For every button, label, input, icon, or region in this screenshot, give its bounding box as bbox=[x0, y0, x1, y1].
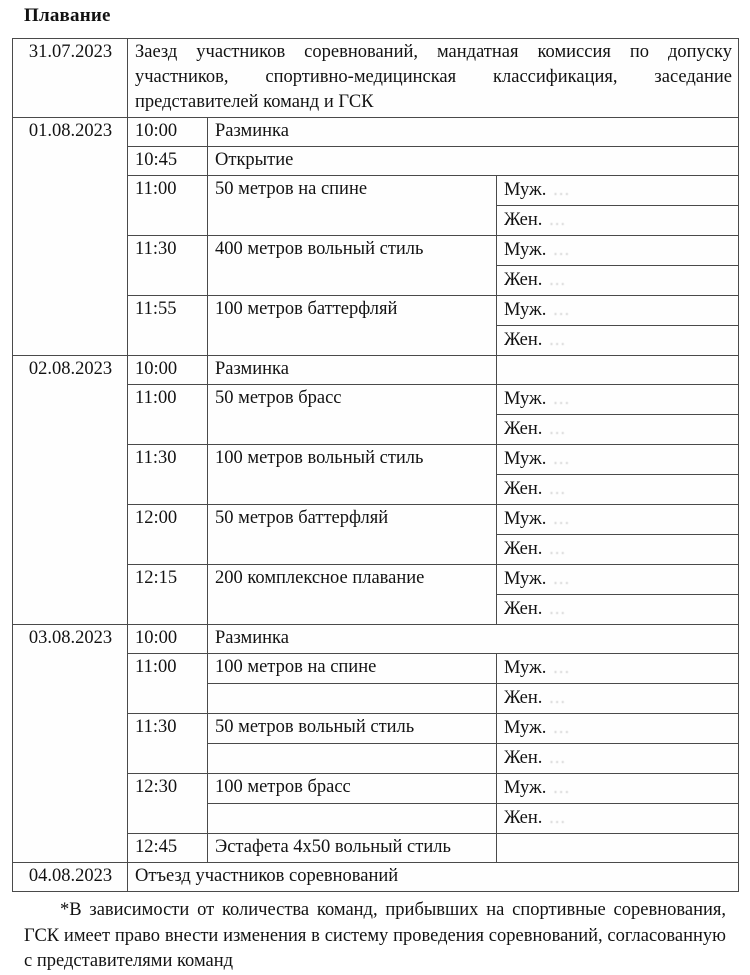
illegible-class-text: ... bbox=[549, 808, 567, 827]
cell-discipline-day3-event-1: 100 метров вольный стиль bbox=[208, 445, 497, 505]
illegible-class-text: ... bbox=[549, 330, 567, 349]
illegible-class-text: ... bbox=[549, 748, 567, 767]
document-page bbox=[0, 3, 750, 971]
gender-label: Муж. bbox=[504, 509, 547, 529]
cell-time-day3-event-1: 11:30 bbox=[128, 445, 208, 505]
cell-gender-women bbox=[497, 326, 739, 356]
illegible-class-text: ... bbox=[553, 658, 571, 677]
cell-discipline-day4-event-2: 100 метров брасс bbox=[208, 774, 497, 804]
cell-discipline-day3-event-0: 50 метров брасс bbox=[208, 385, 497, 445]
cell-discipline-day2-event-2: 100 метров баттерфляй bbox=[208, 296, 497, 356]
gender-label: Жен. bbox=[504, 210, 543, 230]
cell-time-warmup-day3: 10:00 bbox=[128, 356, 208, 385]
cell-discipline-day4-event-1: 50 метров вольный стиль bbox=[208, 714, 497, 744]
illegible-class-text: ... bbox=[553, 569, 571, 588]
table-row bbox=[13, 863, 739, 892]
illegible-class-text: ... bbox=[553, 718, 571, 737]
cell-gender-women bbox=[497, 684, 739, 714]
gender-label: Муж. bbox=[504, 658, 547, 678]
table-row bbox=[13, 118, 739, 147]
cell-time-day3-event-2: 12:00 bbox=[128, 505, 208, 565]
cell-gender-women bbox=[497, 744, 739, 774]
cell-discipline-day3-event-2: 50 метров баттерфляй bbox=[208, 505, 497, 565]
cell-gender-men bbox=[497, 445, 739, 475]
cell-discipline-empty bbox=[208, 684, 497, 714]
cell-discipline-day2-event-1: 400 метров вольный стиль bbox=[208, 236, 497, 296]
gender-label: Жен. bbox=[504, 330, 543, 350]
cell-gender-men bbox=[497, 176, 739, 206]
cell-date-day1: 31.07.2023 bbox=[13, 39, 128, 118]
cell-discipline-warmup-day3: Разминка bbox=[208, 356, 497, 385]
cell-date-day4: 03.08.2023 bbox=[13, 625, 128, 863]
cell-gender-men bbox=[497, 774, 739, 804]
gender-label: Жен. bbox=[504, 479, 543, 499]
gender-label: Муж. bbox=[504, 569, 547, 589]
gender-label: Муж. bbox=[504, 718, 547, 738]
cell-time-relay-day4: 12:45 bbox=[128, 834, 208, 863]
cell-gender-men bbox=[497, 505, 739, 535]
cell-gender-men bbox=[497, 565, 739, 595]
cell-time-day3-event-3: 12:15 bbox=[128, 565, 208, 625]
cell-date-day5: 04.08.2023 bbox=[13, 863, 128, 892]
cell-gender-women bbox=[497, 535, 739, 565]
illegible-class-text: ... bbox=[549, 419, 567, 438]
illegible-class-text: ... bbox=[553, 389, 571, 408]
cell-gender-women bbox=[497, 266, 739, 296]
cell-time-day4-event-0: 11:00 bbox=[128, 654, 208, 714]
cell-gender-women bbox=[497, 206, 739, 236]
gender-label: Муж. bbox=[504, 778, 547, 798]
cell-time-day4-event-1: 11:30 bbox=[128, 714, 208, 774]
cell-gender-men bbox=[497, 714, 739, 744]
cell-gender-women bbox=[497, 595, 739, 625]
illegible-class-text: ... bbox=[553, 778, 571, 797]
table-row bbox=[13, 39, 739, 118]
gender-label: Жен. bbox=[504, 270, 543, 290]
illegible-class-text: ... bbox=[549, 599, 567, 618]
cell-gender-women bbox=[497, 415, 739, 445]
gender-label: Жен. bbox=[504, 808, 543, 828]
gender-label: Жен. bbox=[504, 539, 543, 559]
gender-label: Муж. bbox=[504, 240, 547, 260]
cell-discipline-day4-event-0: 100 метров на спине bbox=[208, 654, 497, 684]
cell-gender-men bbox=[497, 236, 739, 266]
illegible-class-text: ... bbox=[549, 688, 567, 707]
illegible-class-text: ... bbox=[549, 270, 567, 289]
illegible-class-text: ... bbox=[553, 180, 571, 199]
illegible-class-text: ... bbox=[549, 539, 567, 558]
cell-gender-men bbox=[497, 654, 739, 684]
illegible-class-text: ... bbox=[553, 240, 571, 259]
competition-schedule-table bbox=[12, 38, 739, 892]
cell-discipline-opening-day2: Открытие bbox=[208, 147, 739, 176]
cell-date-day3: 02.08.2023 bbox=[13, 356, 128, 625]
cell-time-warmup-day4: 10:00 bbox=[128, 625, 208, 654]
cell-discipline-empty bbox=[208, 744, 497, 774]
cell-time-day4-event-2: 12:30 bbox=[128, 774, 208, 834]
cell-time-day2-event-0: 11:00 bbox=[128, 176, 208, 236]
gender-label: Муж. bbox=[504, 389, 547, 409]
cell-discipline-day2-event-0: 50 метров на спине bbox=[208, 176, 497, 236]
gender-label: Муж. bbox=[504, 180, 547, 200]
cell-gender-men bbox=[497, 385, 739, 415]
cell-discipline-empty bbox=[208, 804, 497, 834]
table-row bbox=[13, 625, 739, 654]
gender-label: Муж. bbox=[504, 300, 547, 320]
gender-label: Муж. bbox=[504, 449, 547, 469]
page-title: Плавание bbox=[24, 5, 111, 26]
illegible-class-text: ... bbox=[549, 479, 567, 498]
cell-discipline-relay-day4: Эстафета 4х50 вольный стиль bbox=[208, 834, 497, 863]
cell-gender-empty bbox=[497, 834, 739, 863]
cell-time-day3-event-0: 11:00 bbox=[128, 385, 208, 445]
cell-gender-women bbox=[497, 475, 739, 505]
cell-gender-women bbox=[497, 804, 739, 834]
cell-discipline-warmup-day4: Разминка bbox=[208, 625, 739, 654]
gender-label: Жен. bbox=[504, 688, 543, 708]
cell-gender-men bbox=[497, 296, 739, 326]
table-row bbox=[13, 356, 739, 385]
cell-time-warmup-day2: 10:00 bbox=[128, 118, 208, 147]
cell-time-opening-day2: 10:45 bbox=[128, 147, 208, 176]
cell-time-day2-event-1: 11:30 bbox=[128, 236, 208, 296]
gender-label: Жен. bbox=[504, 599, 543, 619]
cell-description-day5: Отъезд участников соревнований bbox=[128, 863, 739, 892]
illegible-class-text: ... bbox=[553, 509, 571, 528]
cell-discipline-day3-event-3: 200 комплексное плавание bbox=[208, 565, 497, 625]
cell-date-day2: 01.08.2023 bbox=[13, 118, 128, 356]
illegible-class-text: ... bbox=[549, 210, 567, 229]
cell-gender-empty bbox=[497, 356, 739, 385]
cell-discipline-warmup-day2: Разминка bbox=[208, 118, 739, 147]
gender-label: Жен. bbox=[504, 419, 543, 439]
illegible-class-text: ... bbox=[553, 449, 571, 468]
illegible-class-text: ... bbox=[553, 300, 571, 319]
gender-label: Жен. bbox=[504, 748, 543, 768]
cell-time-day2-event-2: 11:55 bbox=[128, 296, 208, 356]
cell-description-day1: Заезд участников соревнований, мандатная комиссия по допуску участников, спортивно-медицинская классификация, заседание представителей команд и ГСК bbox=[128, 39, 739, 118]
footnote-text: *В зависимости от количества команд, прибывших на спортивные соревнования, ГСК имеет право внести изменения в систему проведения соревнований, согласованную с представителями команд bbox=[24, 900, 726, 971]
